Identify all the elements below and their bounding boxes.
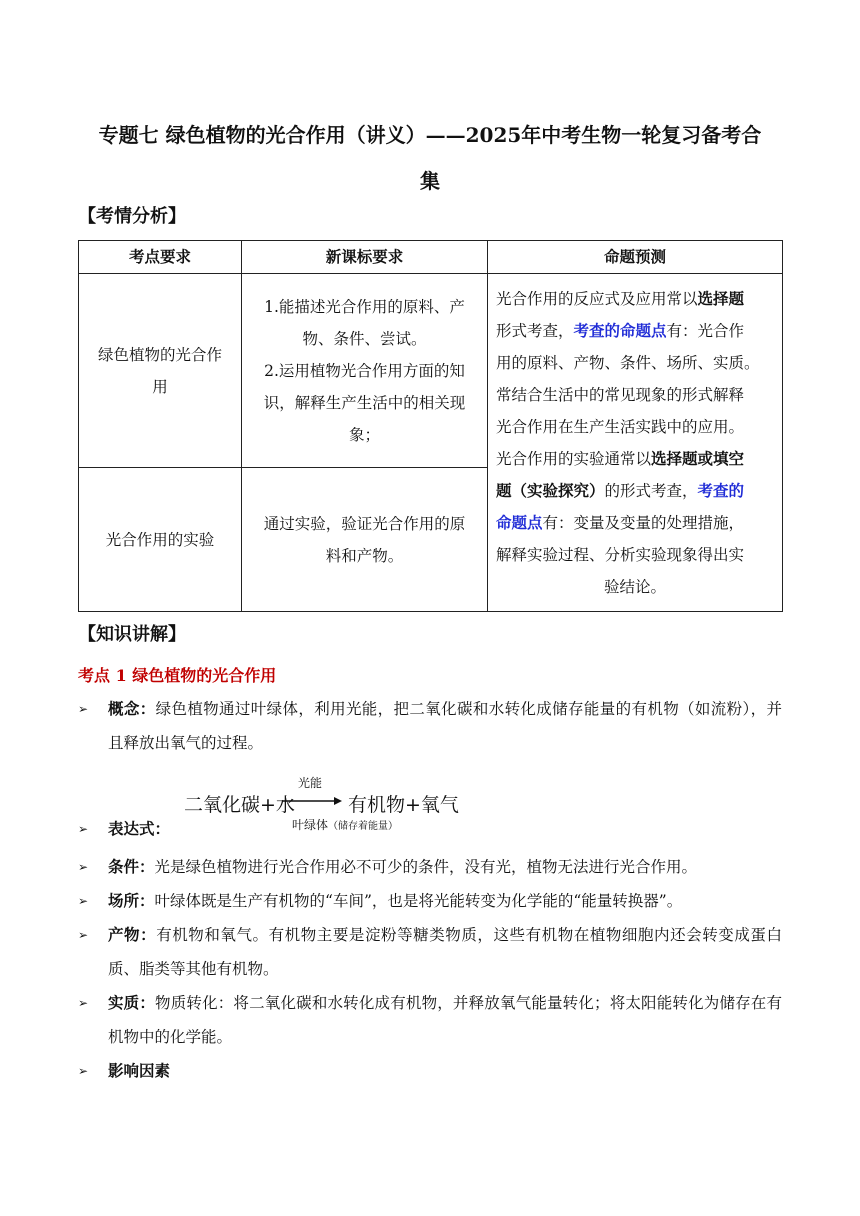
- equation-reactants: 二氧化碳+水: [184, 794, 295, 816]
- arrowhead-bullet-icon: ➢: [78, 1064, 89, 1078]
- table-row: [79, 274, 783, 468]
- title-line-1: 专题七 绿色植物的光合作用（讲义）——2025年中考生物一轮复习备考合: [98, 123, 762, 147]
- equation-condition: 光能: [298, 776, 323, 790]
- equation-site: 叶绿体（储存着能量）: [292, 818, 399, 832]
- table-header-cell: 命题预测: [488, 241, 783, 274]
- table-header-cell: 考点要求: [79, 241, 242, 274]
- arrowhead-bullet-icon: ➢: [78, 996, 89, 1010]
- arrowhead-bullet-icon: ➢: [78, 928, 89, 942]
- title-line-2: 集: [420, 169, 440, 193]
- reaction-arrow-icon: [282, 796, 342, 806]
- arrowhead-bullet-icon: ➢: [78, 822, 89, 836]
- bullet-factors: ➢ 影响因素: [78, 1054, 782, 1088]
- requirement-cell: 1.能描述光合作用的原料、产 物、条件、尝试。 2.运用植物光合作用方面的知 识，解释生产生活中的相关现 象；: [242, 274, 488, 468]
- bullet-expression: ➢ 表达式：: [78, 812, 782, 846]
- arrowhead-bullet-icon: ➢: [78, 894, 89, 908]
- bullet-essence: ➢ 实质：物质转化：将二氧化碳和水转化成有机物，并释放氧气能量转化；将太阳能转化为储存在有机物中的化学能。: [78, 986, 782, 1054]
- topic-cell: 绿色植物的光合作 用: [79, 274, 242, 468]
- equation-products: 有机物+氧气: [348, 794, 459, 816]
- topic-heading: 考点 1 绿色植物的光合作用: [78, 666, 277, 685]
- bullet-place: ➢ 场所：叶绿体既是生产有机物的“车间”，也是将光能转变为化学能的“能量转换器”。: [78, 884, 782, 918]
- table-header-cell: 新课标要求: [242, 241, 488, 274]
- highlight-text: 考查的: [697, 480, 745, 500]
- highlight-text: 命题点: [496, 512, 543, 532]
- requirement-cell: 通过实验，验证光合作用的原 料和产物。: [242, 468, 488, 612]
- analysis-table: [78, 240, 783, 612]
- document-title: [78, 112, 782, 204]
- bullet-condition: ➢ 条件：光是绿色植物进行光合作用必不可少的条件，没有光，植物无法进行光合作用。: [78, 850, 782, 884]
- prediction-cell: 光合作用的反应式及应用常以选择题 形式考查，考查的命题点有：光合作 用的原料、产物、条件、场所、实质。 常结合生活中的常见现象的形式解释 光合作用在生产生活实践中的应用。 光合作用的实验通常以选择题或填空 题（实验探究）的形式考查，考查的 命题点有：变量及变量的处理措施， 解释实验过程、分析实验现象得出实 验结论。: [488, 274, 783, 612]
- section-heading-knowledge: 【知识讲解】: [78, 624, 186, 645]
- bullet-product: ➢ 产物：有机物和氧气。有机物主要是淀粉等糖类物质，这些有机物在植物细胞内还会转变成蛋白质、脂类等其他有机物。: [78, 918, 782, 986]
- arrowhead-bullet-icon: ➢: [78, 860, 89, 874]
- topic-cell: 光合作用的实验: [79, 468, 242, 612]
- bullet-concept: ➢ 概念：绿色植物通过叶绿体，利用光能，把二氧化碳和水转化成储存能量的有机物（如流粉），并且释放出氧气的过程。: [78, 692, 782, 760]
- section-heading-analysis: 【考情分析】: [78, 206, 186, 227]
- arrowhead-bullet-icon: ➢: [78, 702, 89, 716]
- table-header-row: [79, 241, 783, 274]
- highlight-text: 考查的命题点: [573, 320, 667, 340]
